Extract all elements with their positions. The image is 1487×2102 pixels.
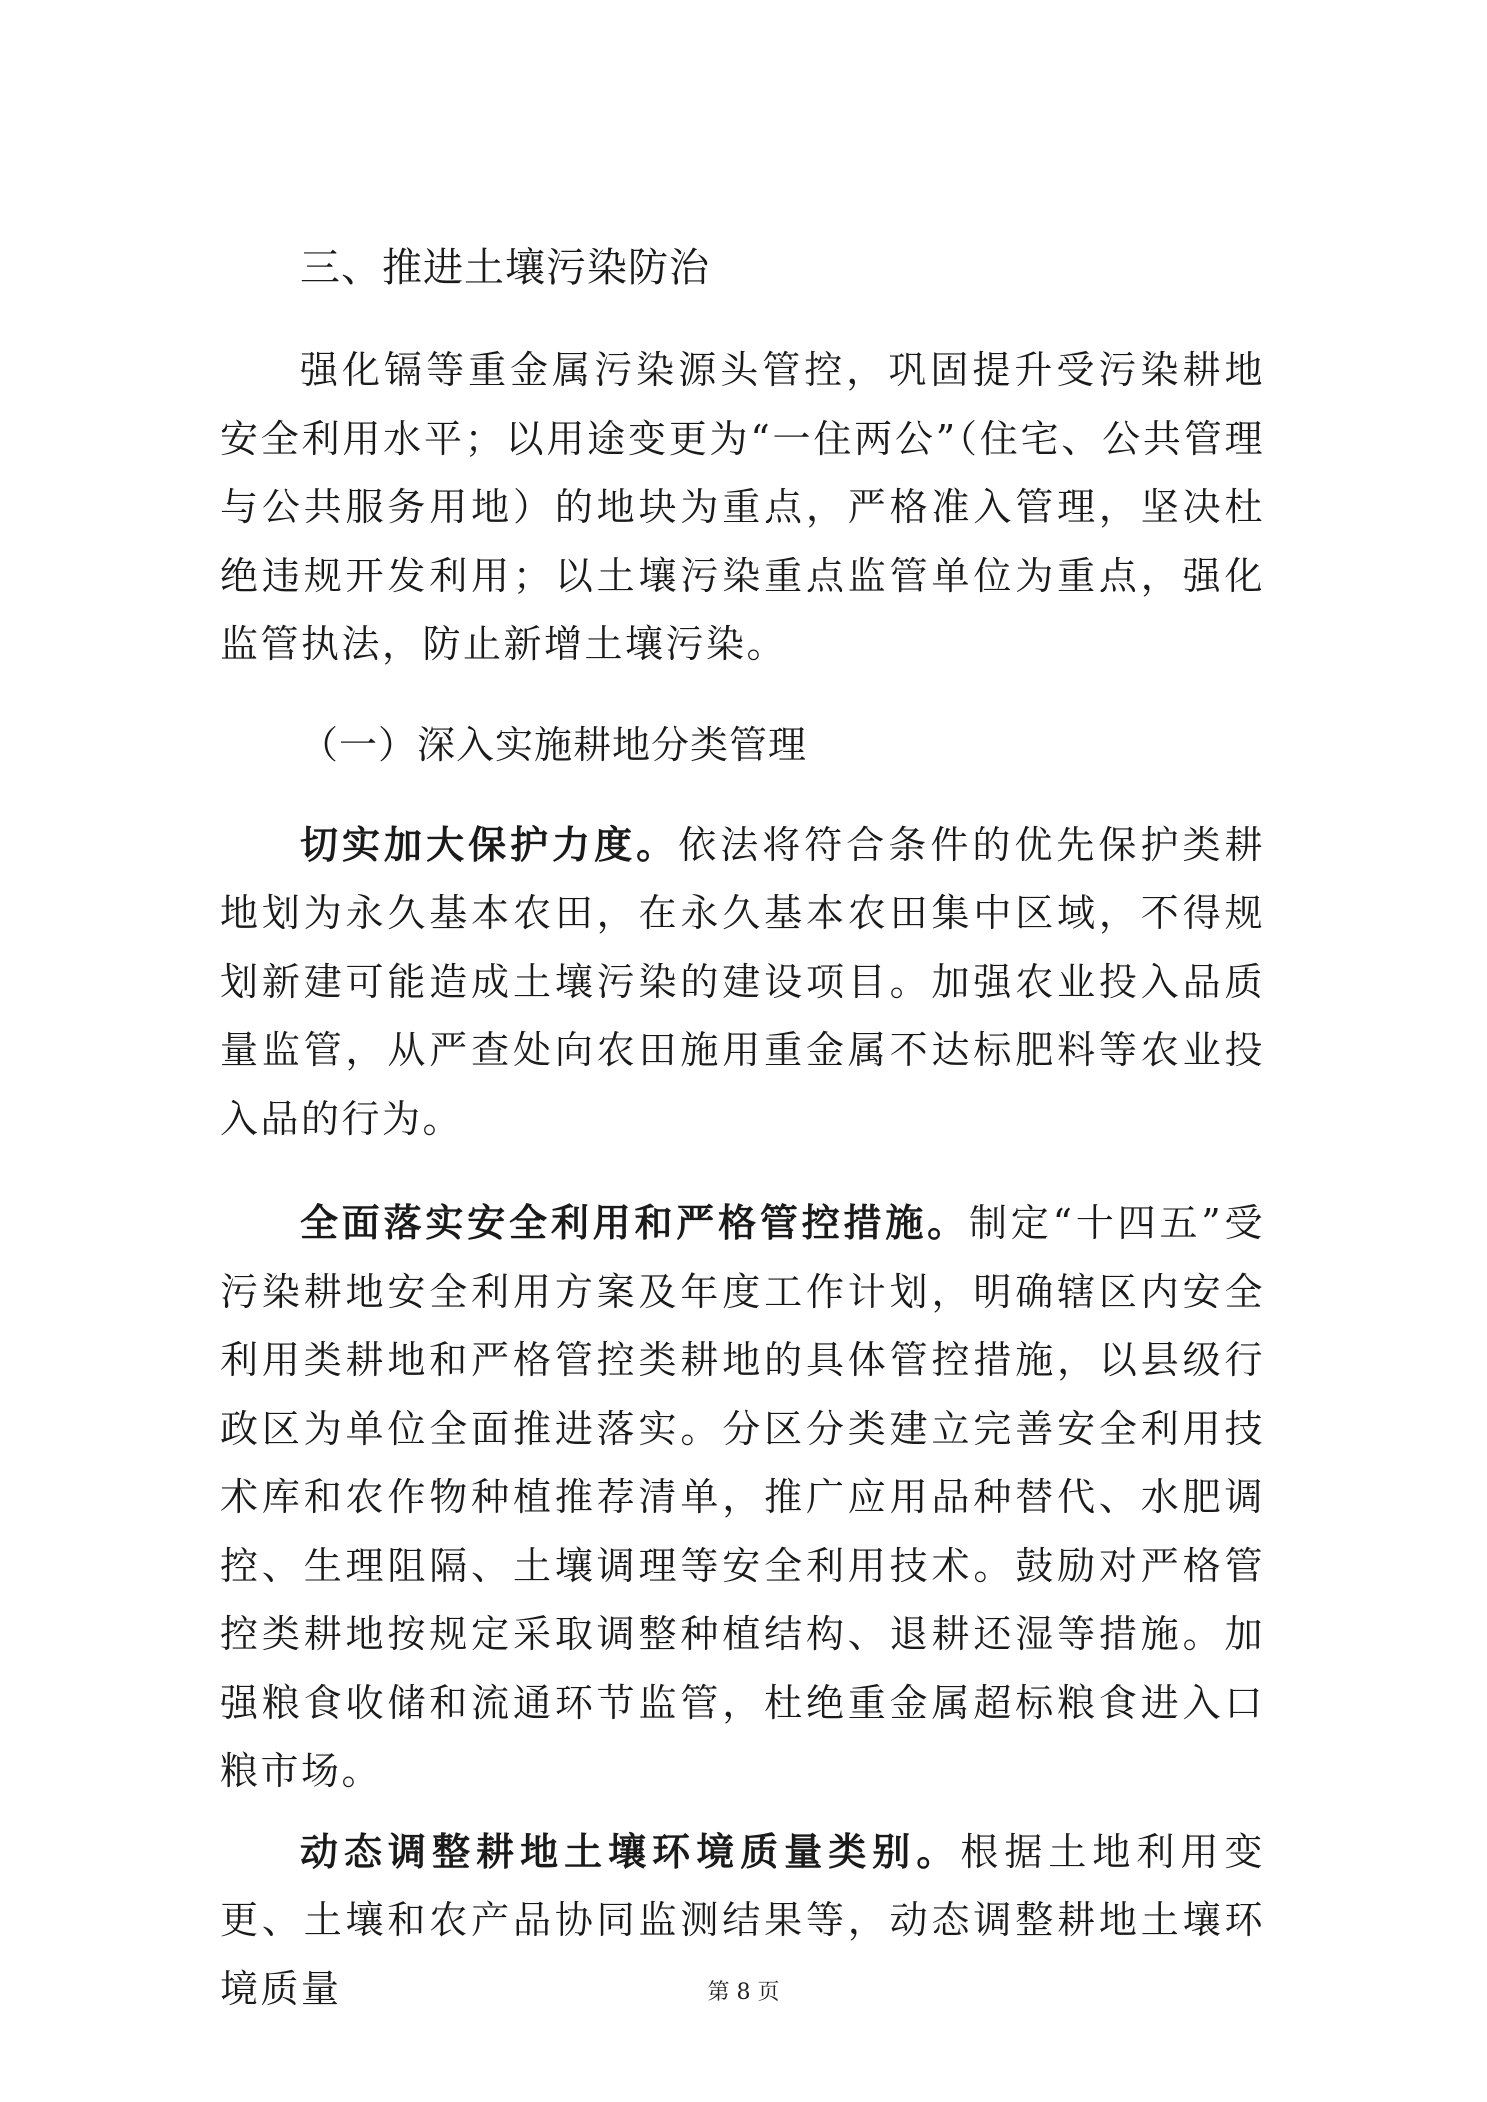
paragraph-safe-use <box>220 1189 1265 1806</box>
paragraph-body: 依法将符合条件的优先保护类耕地划为永久基本农田，在永久基本农田集中区域，不得规划新建可能造成土壤污染的建设项目。加强农业投入品质量监管，从严查处向农田施用重金属不达标肥料等农业投入品的行为。 <box>220 822 1265 1141</box>
subsection-heading: （一）深入实施耕地分类管理 <box>300 722 808 767</box>
section-heading: 三、推进土壤污染防治 <box>300 245 710 291</box>
paragraph-protection <box>220 811 1265 1154</box>
paragraph-body: 根据土地利用变更、土壤和农产品协同监测结果等，动态调整耕地土壤环境质量 <box>220 1829 1265 2011</box>
section-intro-paragraph: 强化镉等重金属污染源头管控，巩固提升受污染耕地安全利用水平；以用途变更为“一住两公”（住宅、公共管理与公共服务用地）的地块为重点，严格准入管理，坚决杜绝违规开发利用；以土壤污染重点监管单位为重点，强化监管执法，防止新增土壤污染。 <box>220 348 1265 666</box>
paragraph-body: 制定“十四五”受污染耕地安全利用方案及年度工作计划，明确辖区内安全利用类耕地和严格管控类耕地的具体管控措施，以县级行政区为单位全面推进落实。分区分类建立完善安全利用技术库和农作物种植推荐清单，推广应用品种替代、水肥调控、生理阻隔、土壤调理等安全利用技术。鼓励对严格管控类耕地按规定采取调整种植结构、退耕还湿等措施。加强粮食收储和流通环节监管，杜绝重金属超标粮食进入口粮市场。 <box>220 1201 1265 1793</box>
paragraph-lead: 动态调整耕地土壤环境质量类别。 <box>300 1828 961 1874</box>
paragraph-lead: 切实加大保护力度。 <box>300 821 679 867</box>
page-number: 第 8 页 <box>707 1980 780 2005</box>
page-content <box>220 238 1265 2059</box>
paragraph-lead: 全面落实安全利用和严格管控措施。 <box>300 1200 969 1245</box>
